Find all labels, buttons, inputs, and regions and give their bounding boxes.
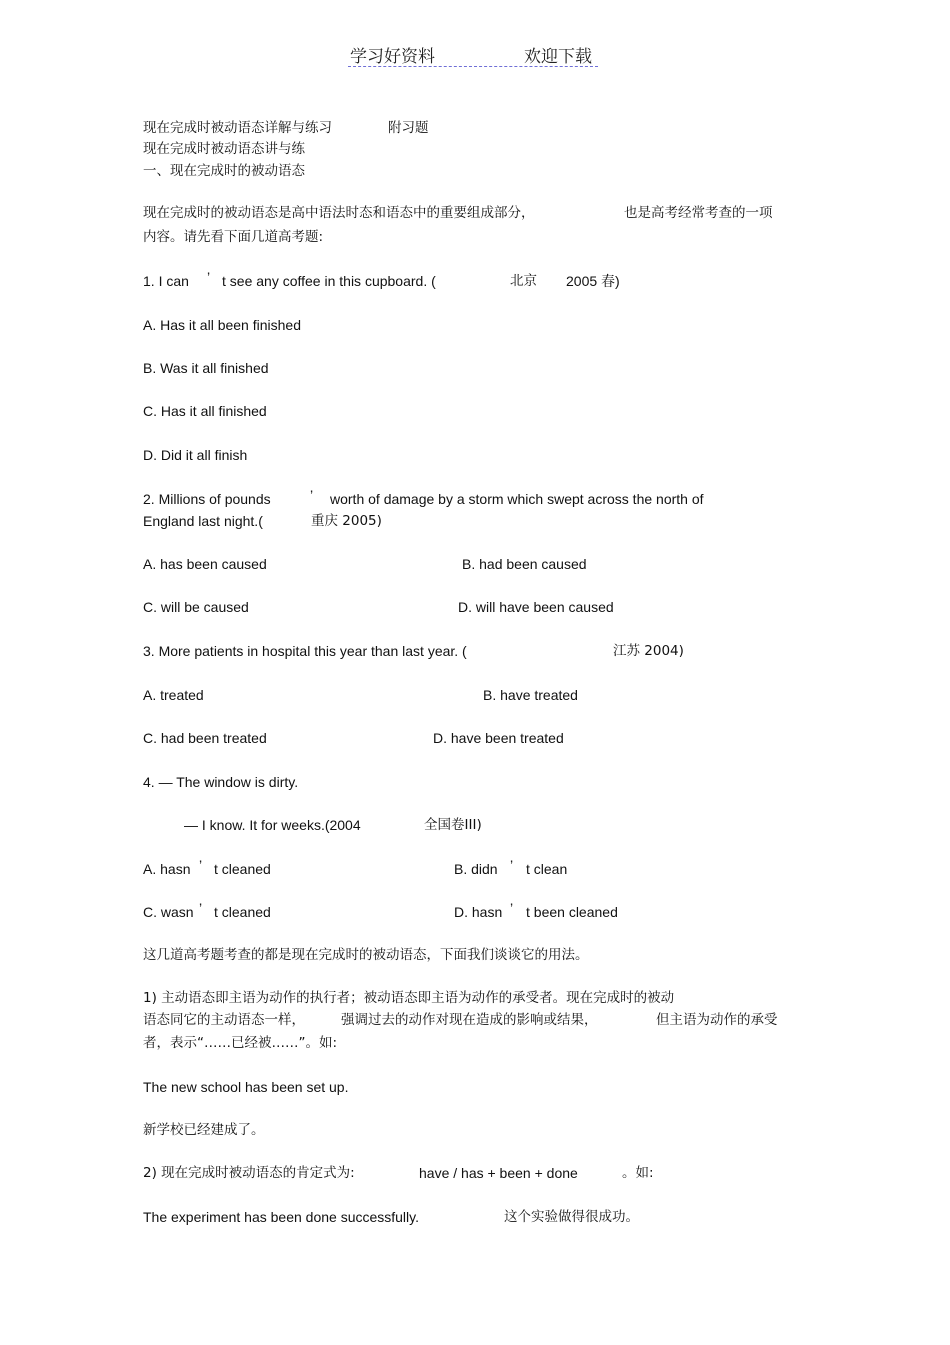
q3-option-a: A. treated xyxy=(143,687,204,703)
point1-line1: 1) 主动语态即主语为动作的执行者；被动语态即主语为动作的承受者。现在完成时的被动 xyxy=(143,990,675,1006)
q2-source: 重庆 2005) xyxy=(311,513,382,529)
q1-apostrophe: ’ xyxy=(207,269,211,285)
q2-apostrophe: ’ xyxy=(310,487,314,503)
doc-title: 现在完成时被动语态详解与练习 xyxy=(143,120,332,136)
q3-source: 江苏 2004) xyxy=(613,643,684,659)
doc-subtitle: 现在完成时被动语态讲与练 xyxy=(143,141,305,157)
q2-option-c: C. will be caused xyxy=(143,599,249,615)
q4-option-d-apostrophe: ’ xyxy=(510,900,514,916)
q4-option-c-rest: t cleaned xyxy=(214,904,271,920)
q3-stem: 3. More patients in hospital this year than last year. ( xyxy=(143,643,467,659)
q4-option-b-apostrophe: ’ xyxy=(510,857,514,873)
q1-stem-continued: t see any coffee in this cupboard. ( xyxy=(222,273,436,289)
q4-option-b: B. didn xyxy=(454,861,498,877)
q3-option-b: B. have treated xyxy=(483,687,578,703)
point2-label: 2) 现在完成时被动语态的肯定式为: xyxy=(143,1165,355,1181)
doc-title-suffix: 附习题 xyxy=(388,120,429,136)
page-header xyxy=(348,40,598,67)
q2-option-a: A. has been caused xyxy=(143,556,267,572)
q1-stem: 1. I can xyxy=(143,273,189,289)
point1-line2-end: 但主语为动作的承受 xyxy=(656,1012,778,1028)
point2-formula: have / has + been + done xyxy=(419,1165,578,1181)
summary-text: 这几道高考题考查的都是现在完成时的被动语态，下面我们谈谈它的用法。 xyxy=(143,947,589,963)
q2-stem: 2. Millions of pounds xyxy=(143,491,271,507)
point1-line2: 语态同它的主动语态一样， xyxy=(143,1012,305,1028)
point2-suffix: 。如: xyxy=(622,1165,654,1181)
q4-option-c: C. wasn xyxy=(143,904,194,920)
q4-option-c-apostrophe: ’ xyxy=(199,900,203,916)
header-left-text: 学习好资料 xyxy=(350,47,435,67)
header-right-text: 欢迎下载 xyxy=(524,47,592,67)
q4-stem-reply: — I know. It for weeks.(2004 xyxy=(184,817,361,833)
q4-option-b-rest: t clean xyxy=(526,861,568,877)
q4-stem: 4. — The window is dirty. xyxy=(143,774,299,790)
point1-line2-middle: 强调过去的动作对现在造成的影响或结果， xyxy=(341,1012,598,1028)
q4-option-a-apostrophe: ’ xyxy=(199,857,203,873)
q1-source-year: 2005 春) xyxy=(566,273,620,289)
q1-option-a: A. Has it all been finished xyxy=(143,317,301,333)
q2-option-d: D. will have been caused xyxy=(458,599,614,615)
point1-example-en: The new school has been set up. xyxy=(143,1079,349,1095)
q3-option-d: D. have been treated xyxy=(433,730,564,746)
q4-source: 全国卷III) xyxy=(424,817,482,833)
intro-text-line2: 内容。请先看下面几道高考题: xyxy=(143,229,324,245)
q1-option-b: B. Was it all finished xyxy=(143,360,269,376)
q3-option-c: C. had been treated xyxy=(143,730,267,746)
point1-line3: 者，表示“……已经被……”。如: xyxy=(143,1035,338,1051)
q2-option-b: B. had been caused xyxy=(462,556,587,572)
point2-example-cn: 这个实验做得很成功。 xyxy=(504,1209,639,1225)
q4-option-a: A. hasn xyxy=(143,861,191,877)
intro-text-continued: 也是高考经常考查的一项 xyxy=(624,205,773,221)
q1-source-place: 北京 xyxy=(510,273,537,289)
q4-option-a-rest: t cleaned xyxy=(214,861,271,877)
point2-example-en: The experiment has been done successfully. xyxy=(143,1209,420,1225)
q1-option-d: D. Did it all finish xyxy=(143,447,248,463)
q2-stem-continued: worth of damage by a storm which swept across the north of xyxy=(330,491,704,507)
section-heading: 一、现在完成时的被动语态 xyxy=(143,163,305,179)
q1-option-c: C. Has it all finished xyxy=(143,403,267,419)
intro-text: 现在完成时的被动语态是高中语法时态和语态中的重要组成部分， xyxy=(143,205,535,221)
point1-example-cn: 新学校已经建成了。 xyxy=(143,1122,265,1138)
q2-stem-line2: England last night.( xyxy=(143,513,263,529)
q4-option-d: D. hasn xyxy=(454,904,503,920)
q4-option-d-rest: t been cleaned xyxy=(526,904,618,920)
